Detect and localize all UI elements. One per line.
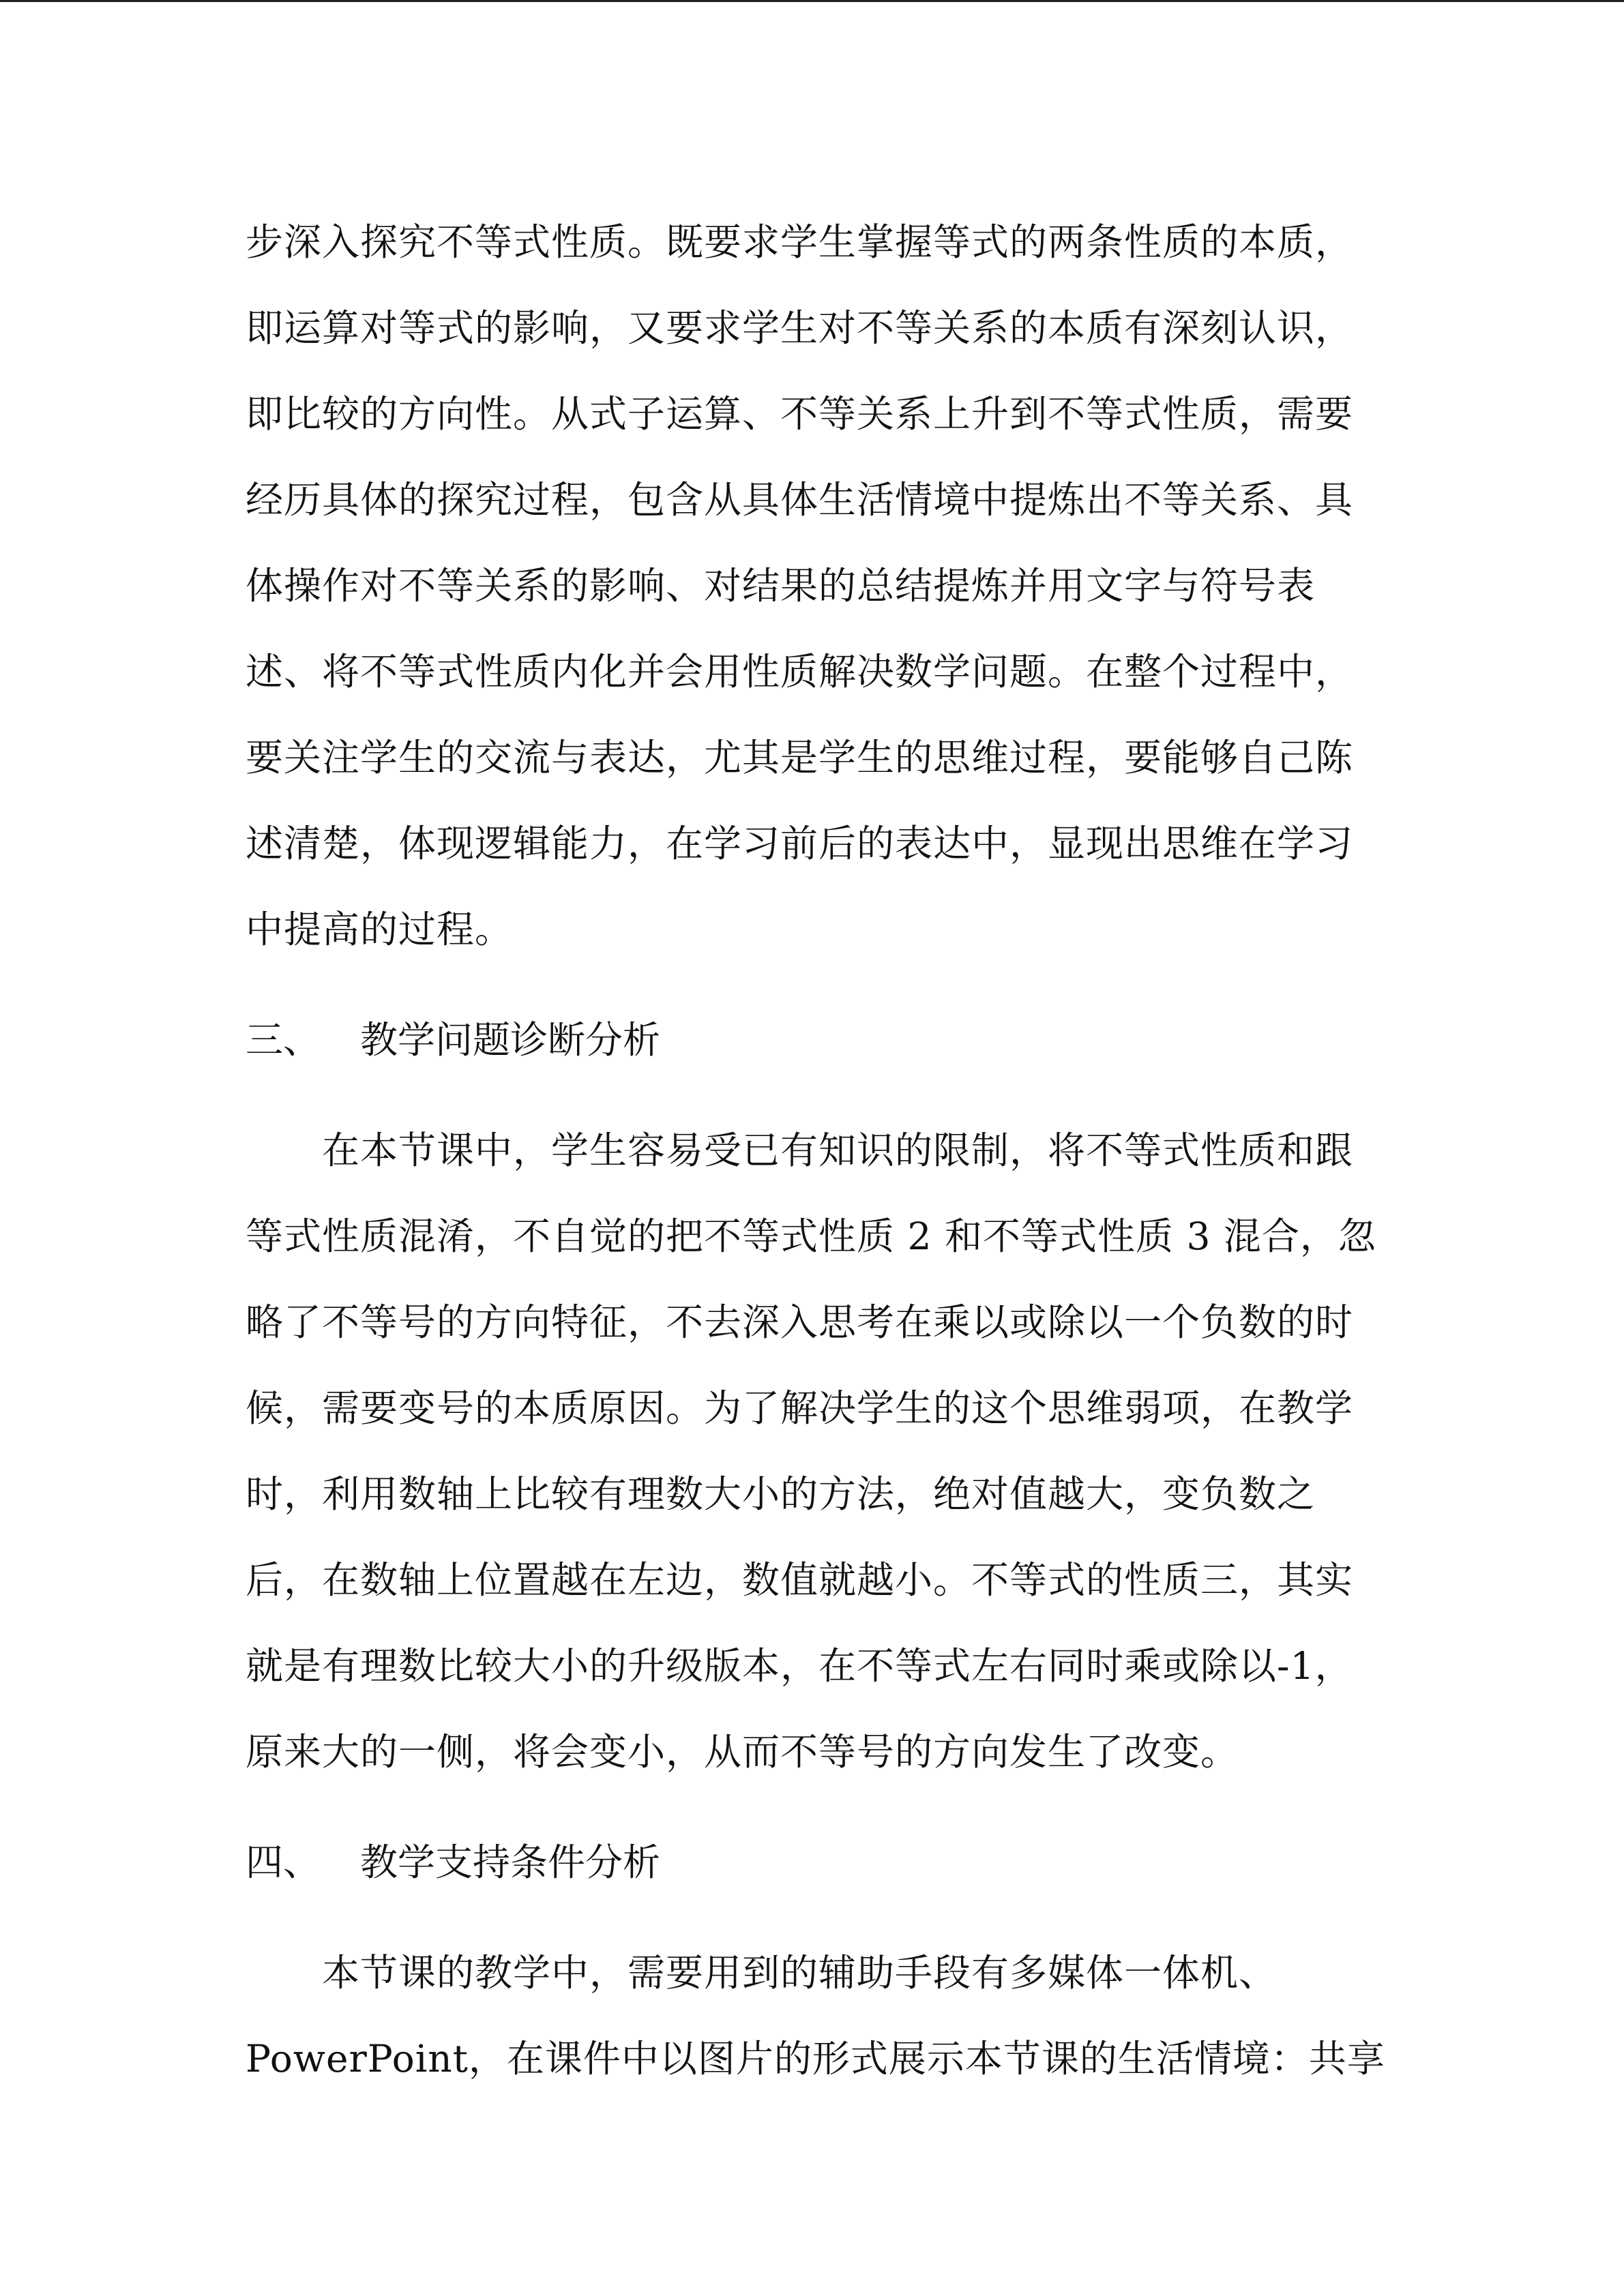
text-line: 本节课的教学中，需要用到的辅助手段有多媒体一体机、 [246, 1951, 1278, 1995]
text-line: 即运算对等式的影响，又要求学生对不等关系的本质有深刻认识， [246, 306, 1354, 350]
section-title: 教学支持条件分析 [360, 1840, 661, 1884]
paragraph-intro [246, 199, 1354, 972]
text-line: 时，利用数轴上比较有理数大小的方法，绝对值越大，变负数之 [246, 1472, 1316, 1516]
text-line: 略了不等号的方向特征，不去深入思考在乘以或除以一个负数的时 [246, 1300, 1354, 1344]
text-line: 步深入探究不等式性质。既要求学生掌握等式的两条性质的本质， [246, 220, 1354, 264]
page-top-border [0, 0, 1624, 2]
text-line: 后，在数轴上位置越在左边，数值就越小。不等式的性质三，其实 [246, 1558, 1354, 1602]
text-line: PowerPoint，在课件中以图片的形式展示本节课的生活情境：共享 [246, 2037, 1385, 2081]
document-body [246, 199, 1385, 2102]
text-line: 经历具体的探究过程，包含从具体生活情境中提炼出不等关系、具 [246, 478, 1354, 522]
paragraph-problem-diagnosis [246, 1107, 1376, 1795]
text-line: 述、将不等式性质内化并会用性质解决数学问题。在整个过程中， [246, 650, 1354, 694]
text-line: 原来大的一侧，将会变小，从而不等号的方向发生了改变。 [246, 1730, 1239, 1774]
text-line: 即比较的方向性。从式子运算、不等关系上升到不等式性质，需要 [246, 392, 1354, 436]
section-heading-3 [246, 997, 1354, 1083]
section-heading-4 [246, 1819, 1354, 1905]
paragraph-support-conditions [246, 1930, 1385, 2102]
section-title: 教学问题诊断分析 [360, 1018, 661, 1062]
text-line: 在本节课中，学生容易受已有知识的限制，将不等式性质和跟 [246, 1129, 1354, 1172]
section-number: 四、 [246, 1840, 321, 1884]
text-line: 中提高的过程。 [246, 908, 514, 951]
text-line: 等式性质混淆，不自觉的把不等式性质 2 和不等式性质 3 混合，忽 [246, 1214, 1376, 1258]
text-line: 体操作对不等关系的影响、对结果的总结提炼并用文字与符号表 [246, 564, 1316, 608]
section-number: 三、 [246, 1018, 321, 1062]
text-line: 候，需要变号的本质原因。为了解决学生的这个思维弱项，在教学 [246, 1386, 1354, 1430]
text-line: 述清楚，体现逻辑能力，在学习前后的表达中，显现出思维在学习 [246, 822, 1354, 865]
text-line: 要关注学生的交流与表达，尤其是学生的思维过程，要能够自己陈 [246, 736, 1354, 779]
text-line: 就是有理数比较大小的升级版本，在不等式左右同时乘或除以-1， [246, 1644, 1353, 1688]
